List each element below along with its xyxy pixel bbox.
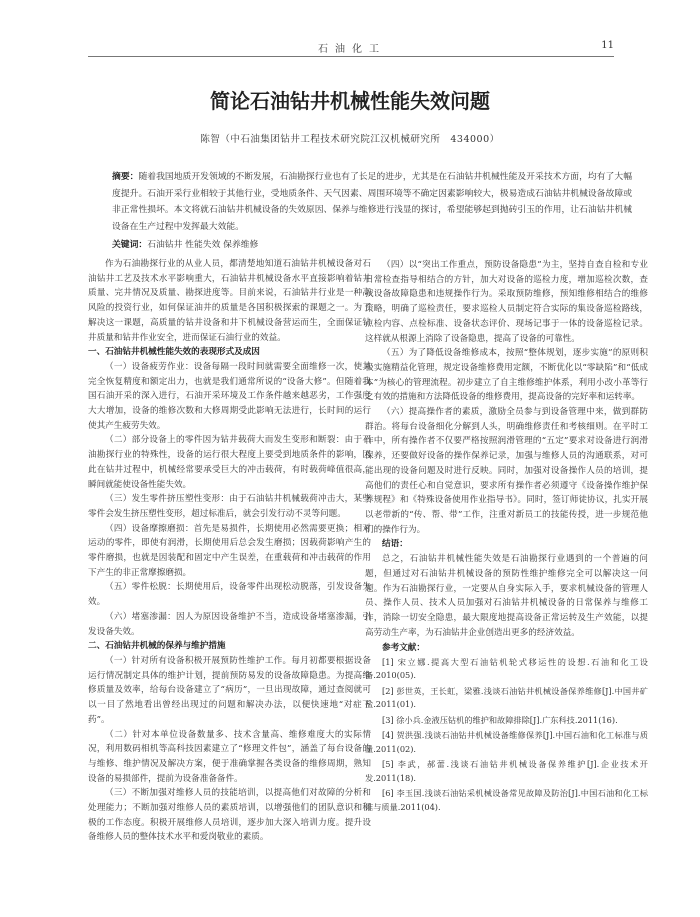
paragraph: （一）针对所有设备积极开展预防性维护工作。每月初都要根据设备运行情况制定具体的维护计划，提前预防易发的设备故障隐患。为提高维修质量及效率，给每台设备建立了“病历”，一旦出现故障，通过查阅就可以一目了然地看出曾经出现过的问题和解决办法，以便快速地“对症下药”。 — [88, 655, 371, 725]
reference-item: [1] 宋立娜.提高大型石油钻机轮式移运性的设想.石油和化工设备.2010(05). — [365, 656, 648, 681]
page-number: 11 — [601, 40, 614, 51]
right-column — [365, 258, 648, 814]
left-column — [88, 257, 371, 845]
reference-item: [6] 李玉国.浅谈石油钻采机械设备常见故障及防治[J].中国石油和化工标准与质量.2011(04). — [365, 788, 648, 812]
paragraph: （五）零件松脱：长期使用后，设备零件出现松动脱落，引发设备失效。 — [88, 582, 371, 608]
paragraph: （一）设备疲劳作业：设备每隔一段时间就需要全面维修一次，使其完全恢复精度和额定出力，也就是我们通常所说的“设备大修”。但随着我国石油开采的深入进行，石油开采环境及工作条件越来越恶劣，工作强度大大增加，设备的维修次数和大修周期受此影响无法进行，长时间的运行使其产生疲劳失效。 — [88, 361, 371, 431]
paragraph: （五）为了降低设备维修成本，按照“整体规划，逐步实施”的原则积极实施精益化管理，规定设备维修费用定额，不断优化以“零缺陷”和“低成本”为核心的管理流程。初步建立了自主维修维护体系，利用小改小革等行之有效的措施和方法降低设备的维修费用，提高设备的完好率和运转率。 — [365, 348, 648, 403]
reference-list — [365, 656, 648, 815]
keywords-label: 关键词： — [112, 240, 148, 250]
author-affiliation: 陈智（中石油集团钻井工程技术研究院江汉机械研究所 434000） — [200, 134, 500, 145]
paragraph: （六）提高操作者的素质，激励全员参与到设备管理中来，做到群防群治。将每台设备细化分解到人头，明确维修责任和考核细则。在平时工作中，所有操作者不仅要严格按照润滑管理的“五定”要求对设备进行润滑保养，还要做好设备的操作保养记录，加强与维修人员的沟通联系，对可能出现的设备问题及时进行反映。同时，加强对设备操作人员的培训，提高他们的责任心和自觉意识，要求所有操作者必须遵守《设备操作维护保养规程》和《特殊设备使用作业指导书》。同时，签订师徒协议，扎实开展以老带新的“传、帮、带”工作，注重对新员工的技能传授，进一步规范他们的操作行为。 — [365, 407, 648, 535]
intro-paragraph: 作为石油勘探行业的从业人员，都清楚地知道石油钻井机械设备对石油钻井工艺及技术水平影响重大，石油钻井机械设备水平直接影响着钻井质量、完井情况及质量、勘探进度等。目前来说，石油钻井行业是一种高风险的投资行业，如何保证油井的质量是各国积极探索的课题之一。为了解决这一课题，高质量的钻井设备和井下机械设备营运而生，全面保证钻井质量和钻井作业安全，进而保证石油行业的效益。 — [88, 259, 371, 343]
keywords-text: 石油钻井 性能失效 保养维修 — [147, 240, 259, 250]
section-heading-1: 一、石油钻井机械性能失效的表现形式及成因 — [88, 347, 260, 358]
running-header — [88, 40, 614, 57]
abstract — [112, 169, 632, 235]
conclusion-paragraph: 总之，石油钻井机械性能失效是石油勘探行业遇到的一个普遍的问题，但通过对石油钻井机械设备的预防性维护维修完全可以解决这一问题。作为石油勘探行业，一定要从自身实际入手，要求机械设备的管理人员、操作人员、技术人员加强对石油钻井机械设备的日常保养与维修工作，消除一切安全隐患，最大限度地提高设备正常运转及生产效能，以提高劳动生产率，为石油钻井企业创造出更多的经济效益。 — [365, 554, 648, 638]
reference-item: [2] 彭世英，王长虹，梁雅.浅谈石油钻井机械设备保养维修[J].中国井矿盐.2011(01). — [365, 685, 648, 710]
abstract-text: 随着我国地质开发领域的不断发展，石油勘探行业也有了长足的进步，尤其是在石油钻井机械性能及开采技术方面，均有了大幅度提升。石油开采行业相较于其他行业，受地质条件、天气因素、周围环境等不确定因素影响较大，极易造成石油钻井机械设备故障或非正常性损坏。本文将就石油钻井机械设备的失效原因、保养与维修进行浅显的探讨，希望能够起到抛砖引玉的作用，让石油钻井机械设备在生产过程中发挥最大效能。 — [112, 172, 632, 232]
section-heading-2: 二、石油钻井机械的保养与维护措施 — [88, 641, 226, 652]
journal-name: 石油化工 — [318, 44, 386, 55]
references-heading: 参考文献： — [382, 642, 425, 653]
paragraph: （四）设备摩擦磨损：首先是易损件，长期使用必然需要更换；相对运动的零件，即使有润滑，长期使用后总会发生磨损；因载荷影响产生的零件磨损，也就是因装配和固定中产生误差，在重载荷和冲击载荷的作用下产生的非正常摩擦磨损。 — [88, 523, 371, 578]
reference-item: [5] 李武，郝蕾.浅谈石油钻井机械设备保养维护[J].企业技术开发.2011(18). — [365, 759, 648, 783]
paragraph: （三）不断加强对维修人员的技能培训，以提高他们对故障的分析和处理能力；不断加强对维修人员的素质培训，以增强他们的团队意识和积极的工作态度。积极开展维修人员培训，逐步加大深入培训力度。提升设备维修人员的整体技术水平和爱岗敬业的素质。 — [88, 788, 371, 843]
keywords — [112, 237, 632, 250]
paragraph: （三）发生零件挤压塑性变形：由于石油钻井机械载荷冲击大，某些零件会发生挤压塑性变形，超过标准后，就会引发行动不灵等问题。 — [88, 494, 371, 519]
abstract-label: 摘要： — [112, 172, 139, 182]
paragraph: （四）以“突出工作重点，预防设备隐患”为主，坚持自查自检和专业日常检查指导相结合的方针，加大对设备的巡检力度，增加巡检次数，查找设备故障隐患和违规操作行为。采取预防维修，预知维修相结合的维修策略，明确了巡检责任，要求巡检人员制定符合实际的集设备巡检路线，点检内容、点检标准、设备状态评价、现场记事于一体的设备巡检记录。这样就从根源上消除了设备隐患，提高了设备的可靠性。 — [365, 260, 648, 344]
paragraph: （六）堵塞渗漏：因人为原因设备维护不当，造成设备堵塞渗漏，引发设备失效。 — [88, 611, 371, 637]
paper-title: 简论石油钻井机械性能失效问题 — [210, 89, 490, 113]
paragraph: （二）针对本单位设备数量多、技术含量高、维修难度大的实际情况，利用数码相机等高科技因素建立了“修理文件包”，涵盖了每台设备的与维修、维护情况及解决方案，便于准确掌握各类设备的维修周期，熟知设备的易损部件，提前为设备准备备件。 — [88, 729, 371, 784]
reference-item: [4] 贺洪强.浅谈石油钻井机械设备维修保养[J].中国石油和化工标准与质量.2011(02). — [365, 730, 648, 754]
reference-item: [3] 徐小兵.金液压钻机的维护和故障排除[J].广东科技.2011(16). — [382, 714, 618, 725]
paragraph: （二）部分设备上的零件因为钻井载荷大而发生变形和断裂：由于石油勘探行业的特殊性，设备的运行很大程度上要受到地质条件的影响，因此在钻井过程中，机械经常要承受巨大的冲击载荷，有时载荷峰值很高，瞬间就能使设备性能失效。 — [88, 435, 371, 490]
conclusion-heading: 结语： — [382, 539, 408, 550]
